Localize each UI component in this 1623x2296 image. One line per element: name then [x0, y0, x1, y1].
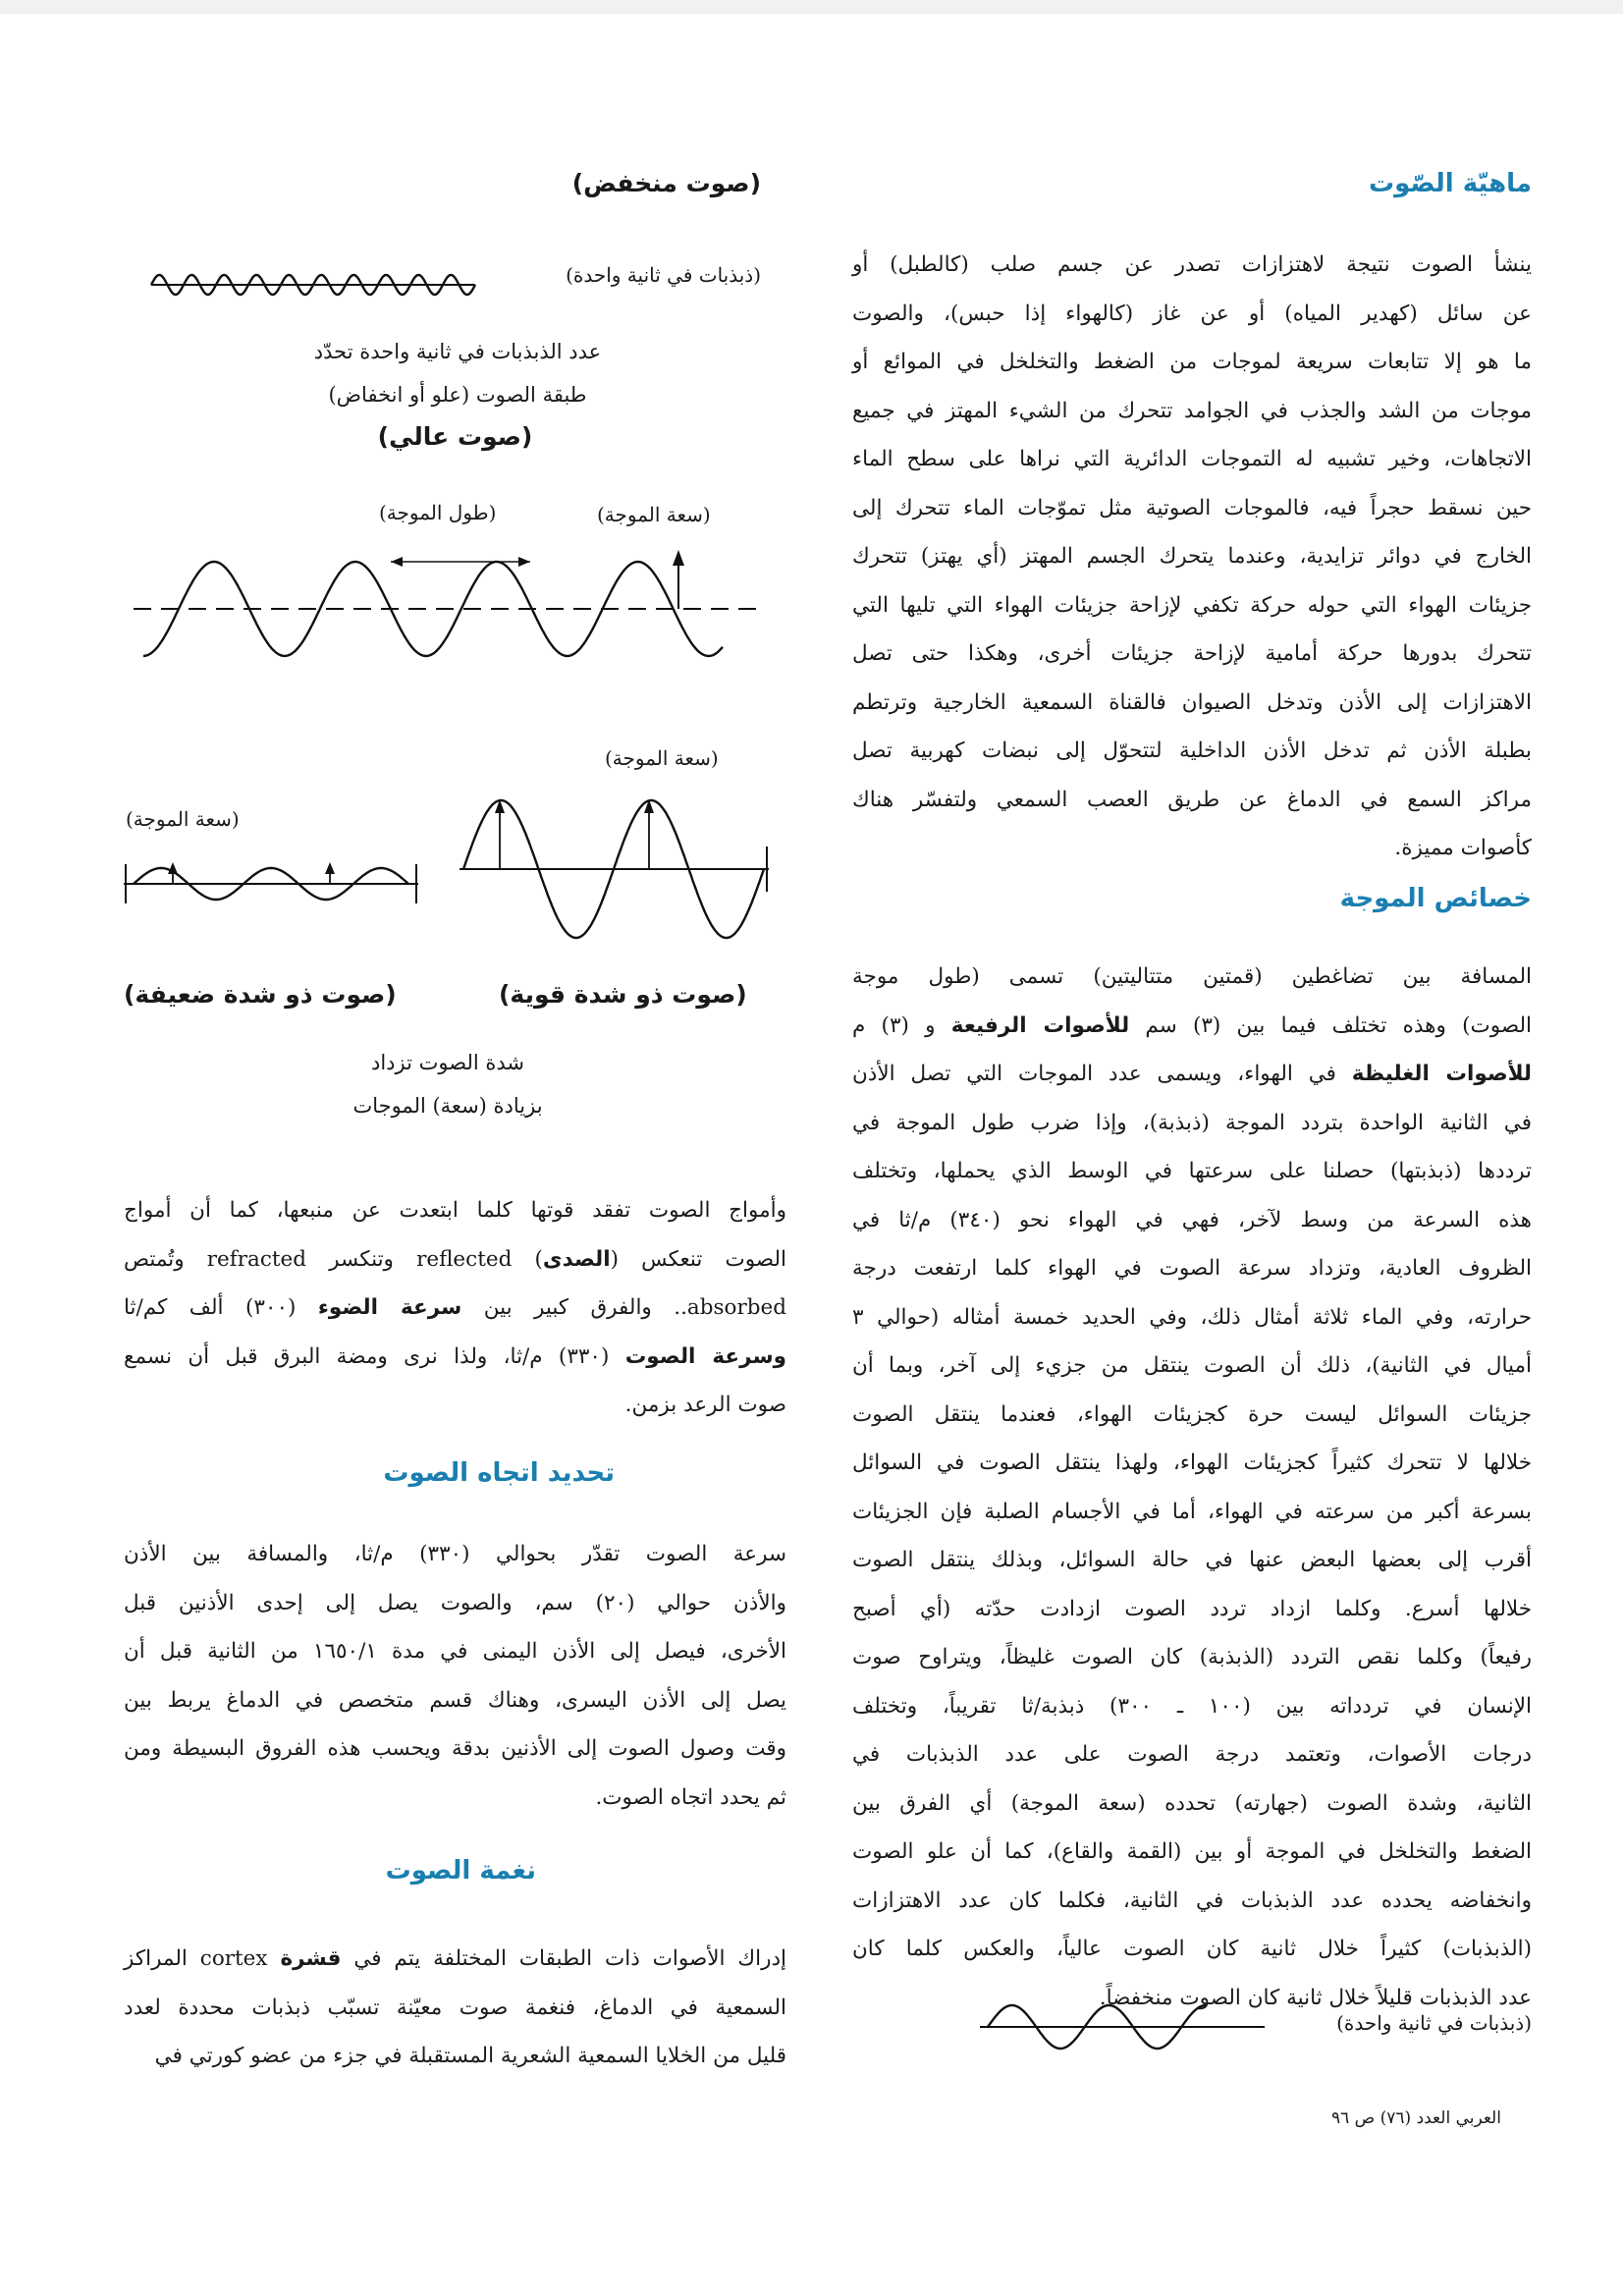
- wave-caption-top: (ذبذبات في ثانية واحدة): [566, 263, 761, 287]
- left-column: [124, 157, 786, 2121]
- paragraph-what-is-sound: [852, 241, 1532, 873]
- text-line: مراكز السمع في الدماغ عن طريق العصب السمعي ولتفسّر هناك: [852, 787, 1532, 812]
- paragraph-echo: [124, 1186, 786, 1430]
- text-line: بطبلة الأذن ثم تدخل الأذن الداخلية لتتحوّل إلى نبضات كهربية تصل: [852, 738, 1532, 763]
- text-line: وسرعة الصوت (٣٣٠) م/ثا، ولذا نرى ومضة البرق قبل أن نسمع: [124, 1343, 786, 1369]
- text-line: الضغط والتخلخل في الموجة أو بين (القمة والقاع)، كما أن علو الصوت: [852, 1839, 1532, 1864]
- weak-sound-label: (صوت ذو شدة ضعيفة): [124, 980, 397, 1009]
- wave-caption-right: (ذبذبات في ثانية واحدة): [1336, 2011, 1532, 2035]
- intensity-note-line: شدة الصوت تزداد: [370, 1051, 524, 1074]
- high-frequency-wave-diagram: [151, 265, 475, 304]
- text-line: سرعة الصوت تقدّر بحوالي (٣٣٠) م/ثا، والمسافة بين الأذن: [124, 1542, 787, 1566]
- amplitude-label-weak: (سعة الموجة): [126, 807, 240, 831]
- text-line: الإنسان في تردداته بين (١٠٠ ـ ٣٠٠) ذبذبة/ثا تقريباً، وتختلف: [852, 1693, 1532, 1719]
- top-edge-band: [0, 0, 1623, 14]
- text-line: المسافة بين تضاغطين (قمتين متتاليتين) تسمى (طول موجة: [852, 964, 1532, 989]
- text-line: درجات الأصوات، وتعتمد درجة الصوت على عدد الذبذبات في: [852, 1742, 1532, 1767]
- text-line: كأصوات مميزة.: [1394, 836, 1532, 860]
- text-line: صوت الرعد بزمن.: [624, 1393, 786, 1417]
- intensity-note: [232, 1041, 664, 1127]
- section-heading-sound-tone: نغمة الصوت: [385, 1856, 536, 1886]
- text-line: عدد الذبذبات قليلاً خلال ثانية كان الصوت منخفضاً.: [1099, 1985, 1532, 2010]
- text-line: السمعية في الدماغ، فنغمة صوت معيّنة تسبّب ذبذبات محددة لعدد: [124, 1995, 786, 2020]
- text-line: الاهتزازات إلى الأذن وتدخل الصيوان فالقناة السمعية الخارجية وترتطم: [852, 689, 1532, 715]
- text-line: بسرعة أكبر من سرعته في الهواء، أما في الأجسام الصلبة فإن الجزيئات: [852, 1499, 1532, 1524]
- text-line: حرارته، وفي الماء ثلاثة أمثال ذلك، وفي الحديد خمسة أمثاله (حوالي ٣: [852, 1304, 1532, 1330]
- amplitude-arrowhead: [325, 862, 335, 874]
- text-line: للأصوات الغليظة في الهواء، ويسمى عدد الموجات التي تصل الأذن: [852, 1062, 1532, 1086]
- text-line: الظروف العادية، وتزداد سرعة الصوت في الهواء كلما ارتفعت درجة: [852, 1256, 1532, 1281]
- amplitude-label-strong: (سعة الموجة): [605, 746, 719, 770]
- text-line: ينشأ الصوت نتيجة لاهتزازات تصدر عن جسم صلب (كالطبل) أو: [852, 252, 1532, 277]
- text-line: (الذبذبات) كثيراً خلال ثانية كان الصوت عالياً، والعكس كلما كان: [852, 1937, 1532, 1961]
- text-line: هذه السرعة من وسط لآخر، فهي في الهواء نحو (٣٤٠) م/ثا في: [852, 1207, 1532, 1232]
- wave-curve: [151, 275, 475, 295]
- intensity-note-line: بزيادة (سعة) الموجات: [352, 1094, 543, 1118]
- text-line: في الثانية الواحدة بتردد الموجة (ذبذبة)، وإذا ضرب طول الموجة في: [852, 1110, 1532, 1135]
- pitch-note: [183, 330, 732, 416]
- text-line: ترددها (ذبذبتها) حصلنا على سرعتها في الوسط الذي يحملها، وتختلف: [852, 1159, 1532, 1183]
- text-line: الاتجاهات، وخير تشبيه له التموجات الدائرية التي نراها على سطح الماء: [852, 447, 1532, 471]
- wavelength-amplitude-diagram: [134, 540, 762, 668]
- page-footer: العربي العدد (٧٦) ص ٩٦: [1331, 2108, 1501, 2128]
- text-line: أميال في الثانية)، ذلك أن الصوت ينتقل من جزيء إلى آخر، وبما أن: [852, 1353, 1532, 1378]
- text-line: رفيعاً) وكلما نقص التردد (الذبذبة) كان الصوت غليظاً، ويتراوح صوت: [852, 1645, 1532, 1669]
- text-line: ثم يحدد اتجاه الصوت.: [595, 1784, 786, 1810]
- text-line: تتحرك بدورها حركة أمامية لإزاحة جزيئات أخرى، وهكذا حتى تصل: [852, 641, 1532, 666]
- paragraph-wave-properties: [852, 953, 1532, 2022]
- text-line: الثانية، وشدة الصوت (جهارته) تحدده (سعة الموجة) أي الفرق بين: [852, 1790, 1532, 1816]
- right-column: [852, 157, 1532, 2121]
- high-sound-title: (صوت عالي): [377, 422, 533, 451]
- text-line: موجات من الشد والجذب في الجوامد تتحرك من الشيء المهتز في جميع: [852, 398, 1532, 423]
- text-line: حين نسقط حجراً فيه، فالموجات الصوتية مثل تموّجات الماء تتحرك إلى: [852, 495, 1532, 520]
- wavelength-arrowhead-right: [518, 557, 530, 567]
- wavelength-label: (طول الموجة): [379, 501, 497, 524]
- text-line: وأمواج الصوت تفقد قوتها كلما ابتعدت عن منبعها، كما أن أمواج: [124, 1198, 786, 1223]
- text-line: عن سائل (كهدير المياه) أو عن غاز (كالهواء إذا حبس)، والصوت: [852, 301, 1532, 326]
- text-line: الصوت تنعكس (الصدى) reflected وتنكسر refracted وتُمتص: [124, 1246, 786, 1272]
- paragraph-sound-direction: [124, 1530, 786, 1822]
- text-line: ما هو إلا تتابعات سريعة لموجات من الضغط والتخلخل في الموائع أو: [852, 350, 1532, 374]
- text-line: جزيئات الهواء التي حوله حركة تكفي لإزاحة جزيئات الهواء التي تليها التي: [852, 592, 1532, 618]
- text-line: خلالها لا تتحرك كثيراً كجزيئات الهواء، ولهذا ينتقل الصوت في السوائل: [852, 1450, 1532, 1475]
- text-line: absorbed.. والفرق كبير بين سرعة الضوء (٣٠٠) ألف كم/ثا: [124, 1295, 787, 1320]
- low-frequency-wave-diagram: [980, 1992, 1265, 2062]
- section-heading-wave-properties: خصائص الموجة: [1339, 884, 1532, 913]
- amplitude-arrowhead: [168, 862, 178, 874]
- text-line: إدراك الأصوات ذات الطبقات المختلفة يتم في قشرة cortex المراكز: [124, 1946, 786, 1971]
- pitch-note-line: عدد الذبذبات في ثانية واحدة تحدّد: [313, 340, 602, 363]
- low-sound-title: (صوت منخفض): [571, 169, 761, 197]
- text-line: قليل من الخلايا السمعية الشعرية المستقبلة في جزء من عضو كورتي في: [154, 2044, 786, 2068]
- text-line: والأذن حوالي (٢٠) سم، والصوت يصل إلى إحدى الأذنين قبل: [124, 1590, 786, 1615]
- text-line: أقرب إلى بعضها البعض عنها في حالة السوائل، وبذلك ينتقل الصوت: [852, 1548, 1532, 1572]
- strong-intensity-wave-diagram: [460, 786, 769, 953]
- text-line: الصوت) وهذه تختلف فيما بين (٣) سم للأصوات الرفيعة و (٣) م: [852, 1012, 1532, 1038]
- text-line: وقت وصول الصوت إلى الأذنين بدقة ويحسب هذه الفروق البسيطة ومن: [124, 1736, 786, 1761]
- strong-sound-label: (صوت ذو شدة قوية): [499, 980, 747, 1009]
- text-line: يصل إلى الأذن اليسرى، وهناك قسم متخصص في الدماغ يربط بين: [124, 1687, 786, 1713]
- weak-intensity-wave-diagram: [124, 835, 418, 933]
- text-line: الخارج في دوائر تزايدية، وعندما يتحرك الجسم المهتز (أي يهتز) تتحرك: [852, 544, 1532, 569]
- text-line: وانخفاضه يحدده عدد الذبذبات في الثانية، فكلما كان عدد الاهتزازات: [852, 1887, 1532, 1913]
- text-line: خلالها أسرع. وكلما ازداد تردد الصوت ازدادت حدّته (أي أصبح: [852, 1596, 1532, 1621]
- wavelength-arrowhead-left: [391, 557, 403, 567]
- text-line: جزيئات السوائل ليست حرة كجزيئات الهواء، فعندما ينتقل الصوت: [852, 1401, 1532, 1427]
- pitch-note-line: طبقة الصوت (علو أو انخفاض): [328, 383, 587, 407]
- amplitude-label: (سعة الموجة): [597, 503, 711, 526]
- section-heading-what-is-sound: ماهيّة الصّوت: [1368, 169, 1532, 198]
- text-line: الأخرى، فيصل إلى الأذن اليمنى في مدة ١٦٥٠/١ من الثانية قبل أن: [124, 1639, 786, 1664]
- section-heading-sound-direction: تحديد اتجاه الصوت: [383, 1458, 615, 1488]
- amplitude-arrowhead: [673, 550, 684, 566]
- paragraph-sound-tone: [124, 1935, 786, 2081]
